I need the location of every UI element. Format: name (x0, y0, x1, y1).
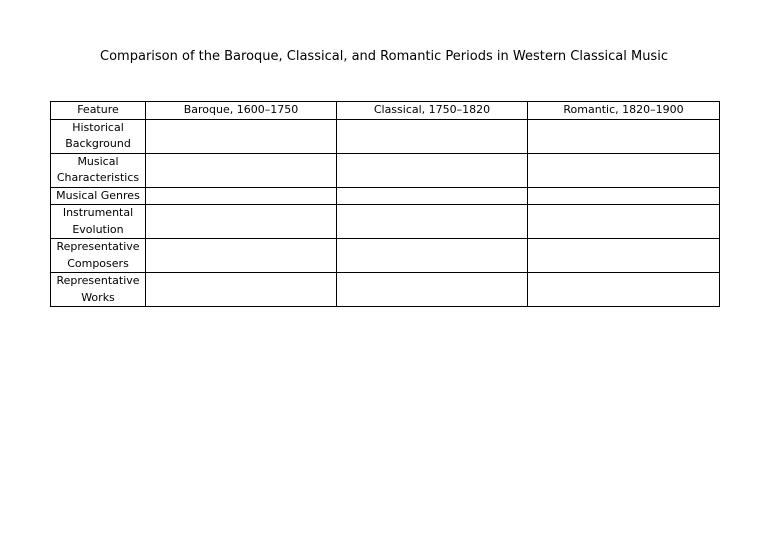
row-feature-label: Instrumental Evolution (51, 205, 146, 239)
table-cell (146, 273, 337, 307)
row-feature-label: Musical Genres (51, 187, 146, 205)
table-cell (146, 119, 337, 153)
header-romantic: Romantic, 1820–1900 (528, 102, 720, 120)
document-title: Comparison of the Baroque, Classical, and Romantic Periods in Western Classical Music (100, 49, 668, 64)
table-cell (337, 205, 528, 239)
table-cell (528, 187, 720, 205)
row-feature-label: Historical Background (51, 119, 146, 153)
table-cell (337, 187, 528, 205)
table-cell (337, 119, 528, 153)
table-row (51, 205, 720, 239)
table-cell (528, 239, 720, 273)
comparison-table (50, 101, 720, 307)
table-row (51, 187, 720, 205)
row-feature-label: Musical Characteristics (51, 153, 146, 187)
table-cell (337, 239, 528, 273)
table-cell (528, 153, 720, 187)
header-baroque: Baroque, 1600–1750 (146, 102, 337, 120)
table-cell (337, 153, 528, 187)
table-row (51, 239, 720, 273)
table-cell (146, 153, 337, 187)
table-cell (528, 119, 720, 153)
table-cell (146, 205, 337, 239)
table-cell (146, 187, 337, 205)
table-cell (528, 273, 720, 307)
table-header-row (51, 102, 720, 120)
table-row (51, 273, 720, 307)
row-feature-label: Representative Composers (51, 239, 146, 273)
table-row (51, 153, 720, 187)
table-cell (528, 205, 720, 239)
table-row (51, 119, 720, 153)
header-classical: Classical, 1750–1820 (337, 102, 528, 120)
header-feature: Feature (51, 102, 146, 120)
table-cell (146, 239, 337, 273)
table-cell (337, 273, 528, 307)
row-feature-label: Representative Works (51, 273, 146, 307)
